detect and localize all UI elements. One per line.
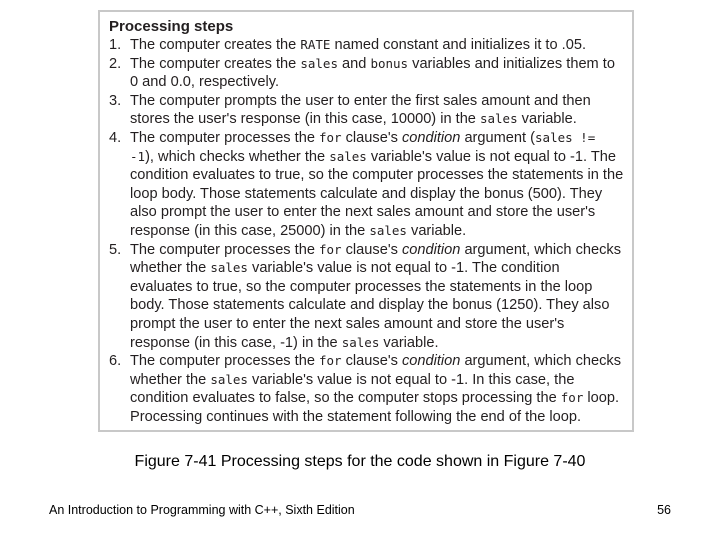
step-text-run: The computer creates the [130,55,301,72]
panel-heading: Processing steps [109,18,234,35]
code-term: sales [210,260,248,276]
step-text [130,56,615,91]
step-number: 2. [109,55,122,72]
page-number: 56 [657,503,671,517]
code-term: sales [300,55,338,71]
step-text-run: variable's value is not equal to -1. The condition evaluates to true, so the computer processes the statements in the loop body. Those statements calculate and display the bonus (1250). They also prompt the user to enter the next sales amount and store the user's response (in this case, -1) in the [130,260,610,351]
step-item [109,92,624,129]
code-term: sales [341,334,380,350]
italic-term: condition [401,353,461,370]
step-item [109,241,624,353]
step-item [109,129,624,241]
code-term: for [319,353,342,369]
step-text [130,130,623,239]
step-text [130,93,591,128]
step-text-run: The computer processes the [130,129,319,146]
italic-term: condition [401,241,461,258]
code-term: sales != -1 [130,129,596,164]
code-term: for [319,241,342,257]
step-text-run: argument, which checks whether the [130,241,621,277]
step-text-run: variable. [406,222,467,239]
step-text-run: variable's value is not equal to -1. The condition evaluates to true, so the computer processes the statements in the loop body. Those statements calculate and display the bonus (500). They also prompt the user to enter the next sales amount and store the user's response (in this case, 25000) in the [130,148,624,239]
steps-list [109,36,624,426]
step-text [130,353,621,425]
step-text-run: The computer processes the [130,353,319,370]
step-text-run: ), which checks whether the [145,148,330,165]
step-item [109,352,624,426]
step-text-run: clause's [341,241,402,258]
step-text-run: clause's [341,129,402,146]
step-item [109,36,624,55]
step-text-run: The computer processes the [130,241,319,258]
step-text [130,242,621,351]
step-text-run: variables and initializes them to 0 and 0.0, respectively. [130,55,615,91]
step-text [130,37,586,53]
code-term: sales [369,222,407,238]
step-text-run: loop. Processing continues with the statement following the end of the loop. [130,390,620,425]
book-title: An Introduction to Programming with C++, Sixth Edition [49,503,355,517]
step-text-run: variable. [517,111,577,128]
step-text-run: and [337,55,371,72]
code-term: for [560,390,584,406]
step-number: 4. [109,129,122,146]
code-term: sales [210,371,248,387]
code-term: sales [479,111,518,127]
step-text-run: The computer prompts the user to enter the first sales amount and then stores the user's response (in this case, 10000) in the [130,92,591,128]
step-text-run: variable. [379,334,439,351]
code-term: RATE [300,37,331,52]
figure-caption: Figure 7-41 Processing steps for the code shown in Figure 7-40 [134,453,586,470]
italic-term: condition [401,129,461,146]
step-number: 5. [109,241,122,258]
code-term: bonus [370,55,409,71]
step-text-run: argument, which checks whether the [130,353,621,388]
processing-steps-panel [98,10,634,432]
step-item [109,55,624,92]
code-term: sales [329,148,367,164]
step-text-run: argument ( [460,129,536,146]
step-number: 6. [109,353,122,370]
step-text-run: clause's [341,353,402,370]
step-text-run: The computer creates the [130,37,301,53]
step-number: 3. [109,92,122,109]
step-number: 1. [109,37,122,53]
code-term: for [319,129,342,145]
step-text-run: variable's value is not equal to -1. In this case, the condition evaluates to false, so the computer stops processing the [130,371,575,407]
step-text-run: named constant and initializes it to .05. [330,37,586,53]
